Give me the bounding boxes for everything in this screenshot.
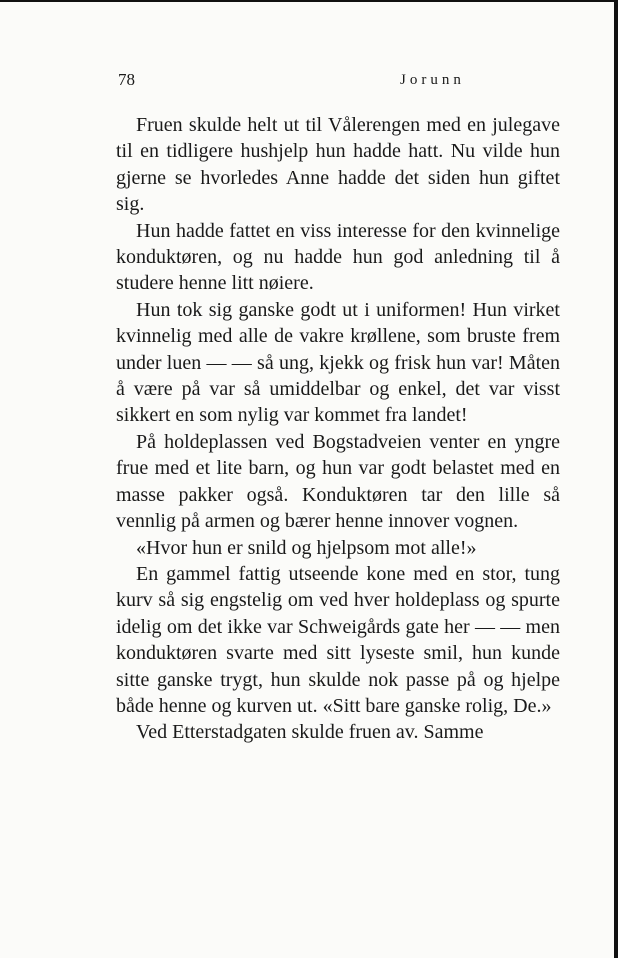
running-title: Jorunn <box>400 72 465 88</box>
page-number: 78 <box>118 70 135 89</box>
paragraph: En gammel fattig utseende kone med en stor, tung kurv så sig engstelig om ved hver holdeplass og spurte idelig om det ikke var Schweigårds gate her — — men konduktøren svarte med sitt lyseste smil, hun kunde sitte ganske trygt, hun skulde nok passe på og hjelpe både henne og kurven ut. «Sitt bare ganske rolig, De.» <box>116 562 560 717</box>
paragraph: På holdeplassen ved Bogstadveien venter en yngre frue med et lite barn, og hun var godt belastet med en masse pakker også. Konduktøren tar den lille så vennlig på armen og bærer henne innover vognen. <box>116 430 560 533</box>
paragraph: Fruen skulde helt ut til Vålerengen med en julegave til en tidligere hushjelp hun hadde hatt. Nu vilde hun gjerne se hvorledes Anne hadde det siden hun giftet sig. <box>116 114 560 216</box>
body-text <box>116 112 560 746</box>
paragraph: Hun hadde fattet en viss interesse for den kvinnelige konduktøren, og nu hadde hun god anledning til å studere henne litt nøiere. <box>116 219 560 295</box>
running-head <box>118 70 558 94</box>
paragraph: «Hvor hun er snild og hjelpsom mot alle!» <box>136 536 477 559</box>
paragraph: Ved Etterstadgaten skulde fruen av. Samme <box>136 721 484 744</box>
paragraph: Hun tok sig ganske godt ut i uniformen! Hun virket kvinnelig med alle de vakre krøllene, som bruste frem under luen — — så ung, kjekk og frisk hun var! Måten å være på var så umiddelbar og enkel, det var visst sikkert en som nylig var kommet fra landet! <box>116 298 560 427</box>
page-edge-top <box>0 0 618 2</box>
page-edge-right <box>614 0 618 958</box>
